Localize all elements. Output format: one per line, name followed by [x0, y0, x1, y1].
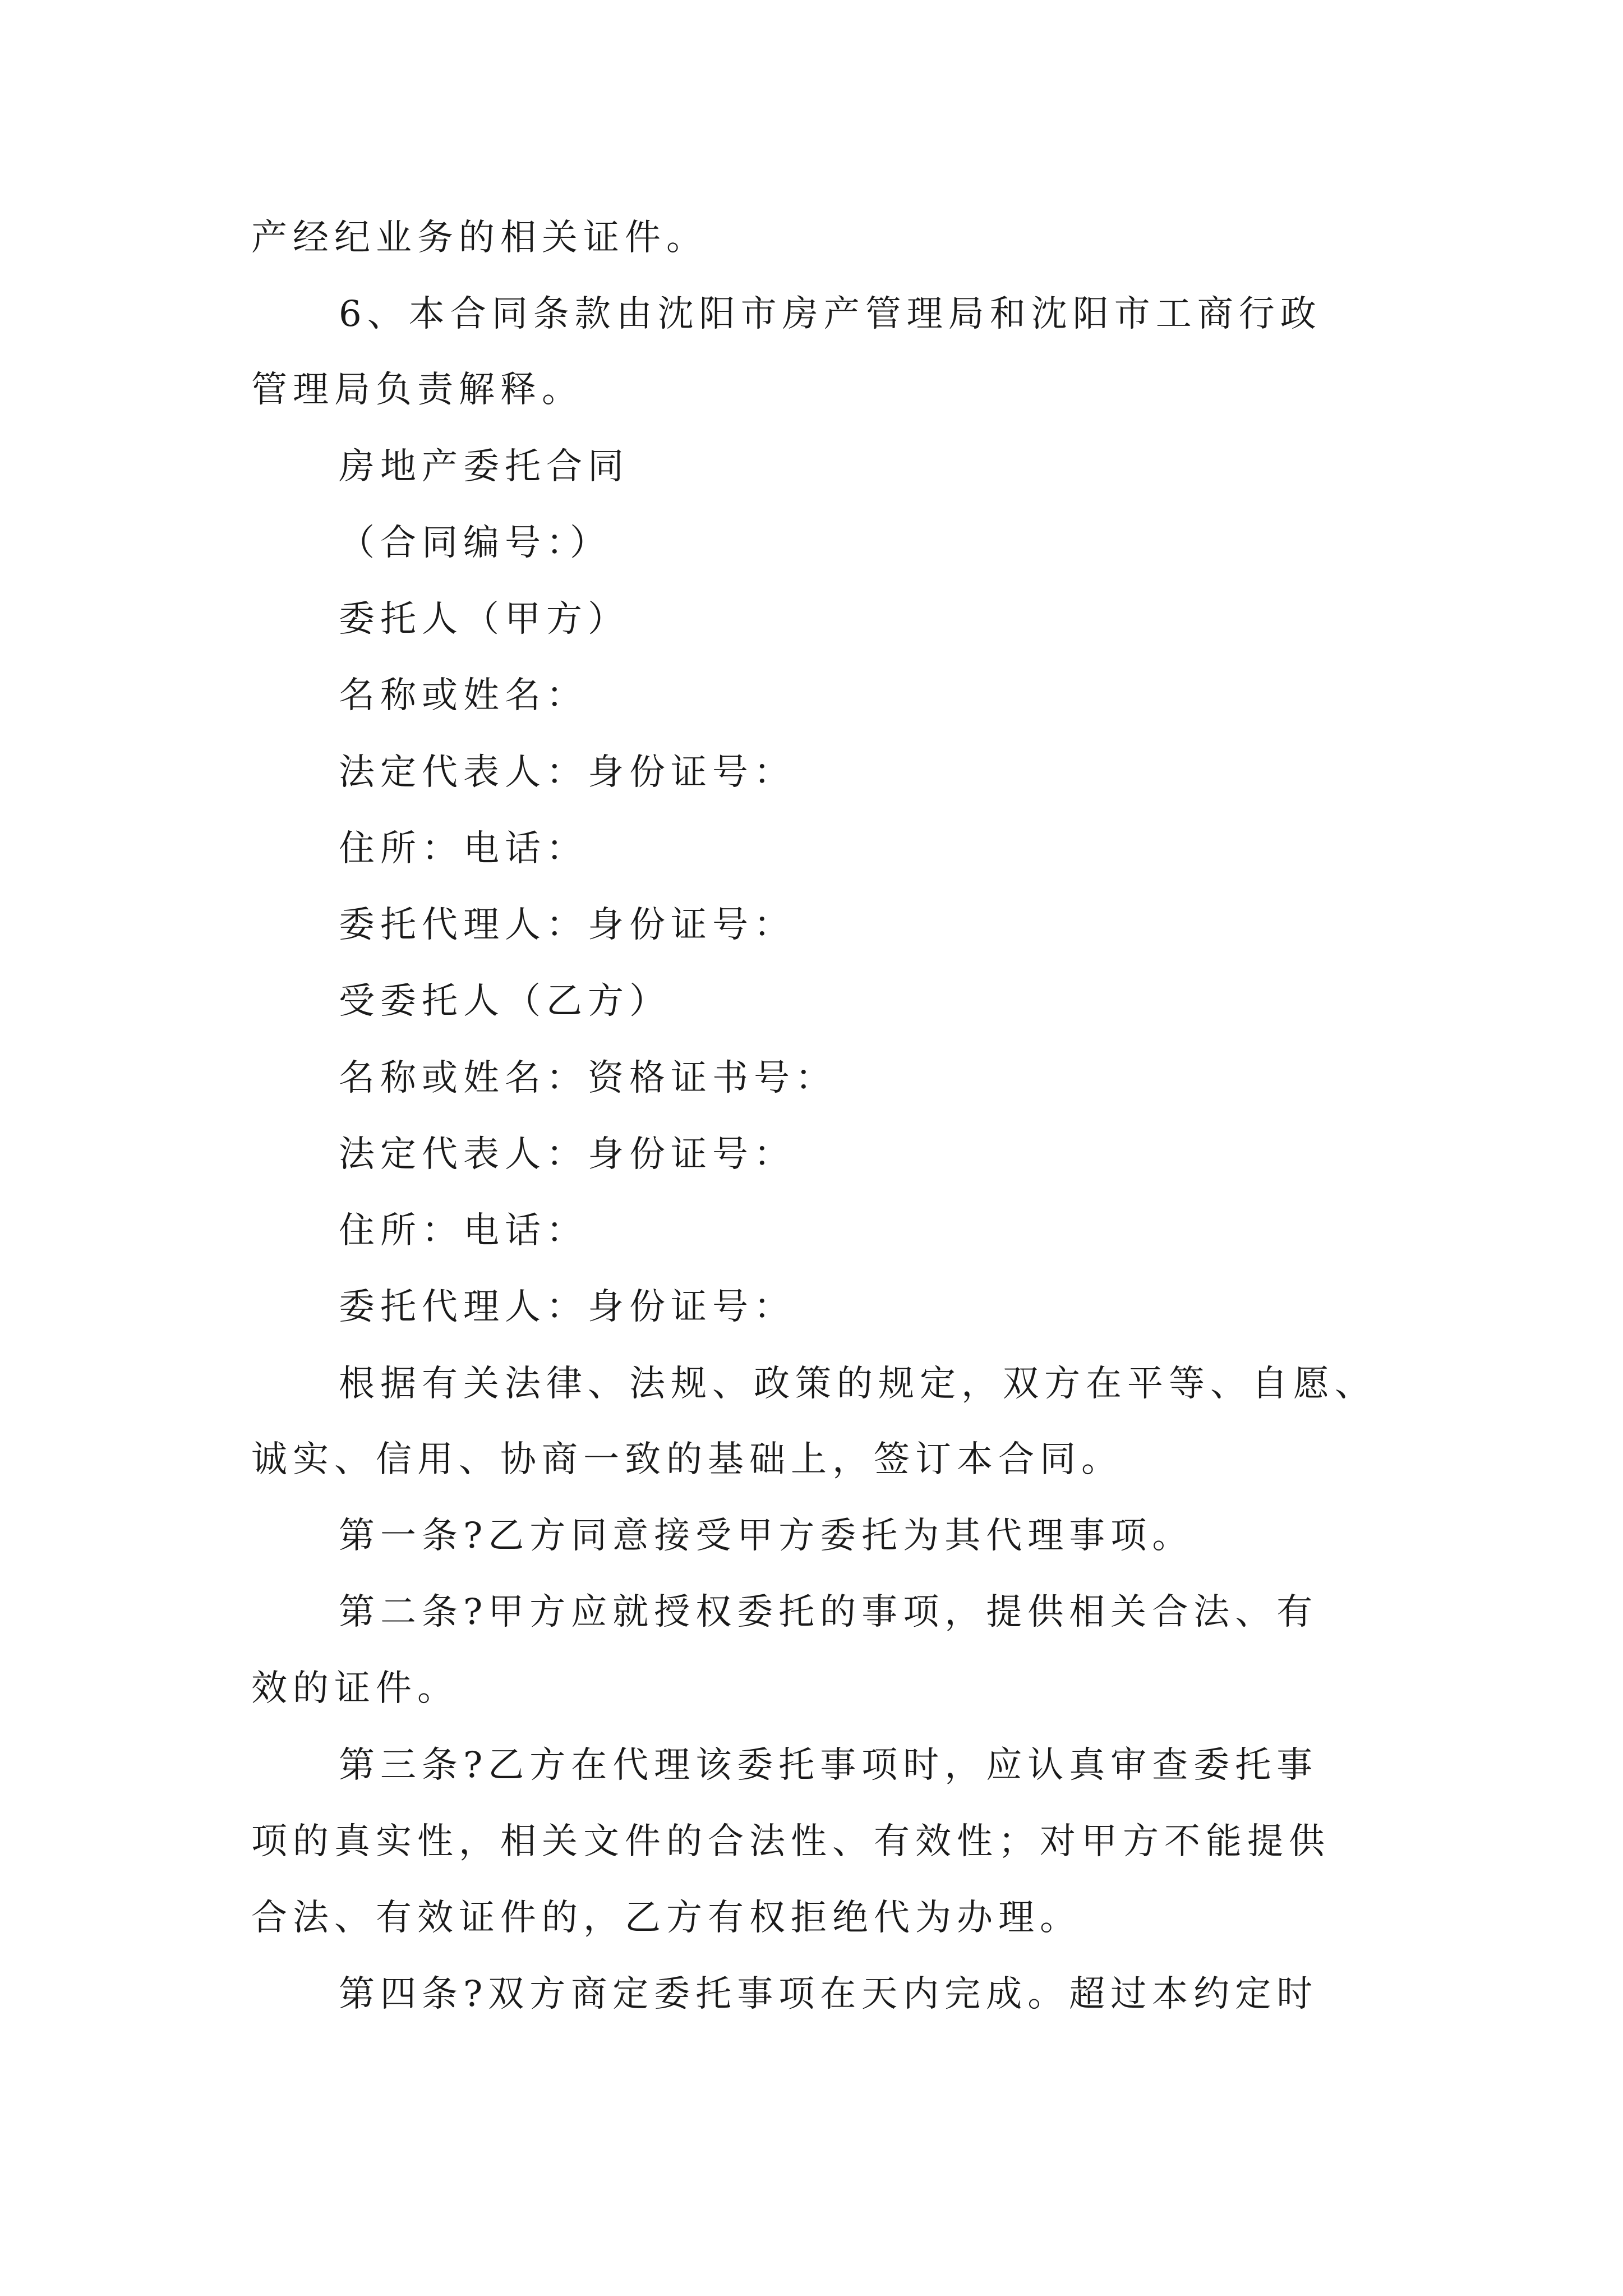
article-3-line-3: 合法、有效证件的，乙方有权拒绝代为办理。	[251, 1897, 1081, 1939]
party-b-address: 住所：电话：	[339, 1210, 588, 1251]
party-b-heading: 受委托人（乙方）	[339, 981, 671, 1022]
preamble-line-2: 诚实、信用、协商一致的基础上，签订本合同。	[251, 1439, 1123, 1480]
party-a-agent: 委托代理人：身份证号：	[339, 904, 795, 946]
party-a-name: 名称或姓名：	[339, 675, 588, 716]
party-b-name: 名称或姓名：资格证书号：	[339, 1057, 837, 1099]
preamble-line-1: 根据有关法律、法规、政策的规定，双方在平等、自愿、	[339, 1363, 1376, 1405]
article-2-line-2: 效的证件。	[251, 1668, 459, 1709]
clause-6-line-2: 管理局负责解释。	[251, 369, 583, 411]
party-a-heading: 委托人（甲方）	[339, 599, 629, 640]
article-2-line-1: 第二条?甲方应就授权委托的事项，提供相关合法、有	[339, 1591, 1318, 1633]
party-b-legal-rep: 法定代表人：身份证号：	[339, 1134, 795, 1175]
article-3-line-2: 项的真实性，相关文件的合法性、有效性；对甲方不能提供	[251, 1821, 1330, 1862]
article-3-line-1: 第三条?乙方在代理该委托事项时，应认真审查委托事	[339, 1745, 1318, 1786]
contract-number: （合同编号：）	[339, 522, 611, 564]
clause-6-line-1: 6、本合同条款由沈阳市房产管理局和沈阳市工商行政	[339, 293, 1322, 335]
party-b-agent: 委托代理人：身份证号：	[339, 1286, 795, 1328]
contract-title: 房地产委托合同	[339, 446, 629, 487]
party-a-address: 住所：电话：	[339, 828, 588, 869]
article-4-line-1: 第四条?双方商定委托事项在天内完成。超过本约定时	[339, 1973, 1318, 2015]
article-1: 第一条?乙方同意接受甲方委托为其代理事项。	[339, 1515, 1194, 1557]
text-line: 产经纪业务的相关证件。	[251, 217, 708, 259]
party-a-legal-rep: 法定代表人：身份证号：	[339, 752, 795, 793]
